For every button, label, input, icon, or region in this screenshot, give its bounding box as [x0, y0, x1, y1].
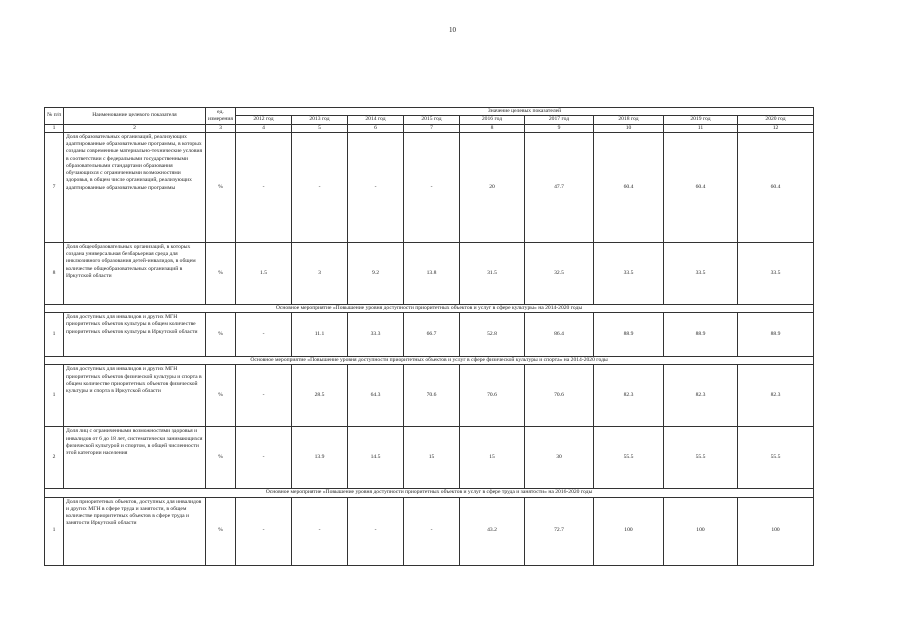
- value-cell: -: [236, 427, 292, 489]
- column-index: 2: [64, 124, 206, 132]
- column-index: 3: [206, 124, 236, 132]
- value-cell: 3: [292, 242, 348, 304]
- header-name: Наименование целевого показателя: [64, 108, 206, 125]
- value-cell: 66.7: [404, 313, 460, 357]
- indicator-name: Доля доступных для инвалидов и других МГН приоритетных объектов культуры в общем количестве приоритетных объектов культуры в Иркутской области: [64, 313, 206, 357]
- column-index: 6: [348, 124, 404, 132]
- column-index: 1: [45, 124, 64, 132]
- value-cell: 43.2: [460, 497, 525, 565]
- indicator-name: Доля доступных для инвалидов и других МГН приоритетных объектов физической культуры и спорта в общем количестве приоритетных объектов физической культуры и спорта в Иркутской области: [64, 365, 206, 427]
- value-cell: 70.6: [404, 365, 460, 427]
- value-cell: -: [292, 132, 348, 242]
- value-cell: 15: [460, 427, 525, 489]
- value-cell: 55.5: [664, 427, 738, 489]
- header-year: 2017 год: [525, 116, 594, 124]
- value-cell: 100: [594, 497, 664, 565]
- value-cell: 86.4: [525, 313, 594, 357]
- indicator-name: Доля образовательных организаций, реализующих адаптированные образовательные программы, в которых созданы современные материально-технические условия в соответствии с федеральными государственными образовательными стандартами образования обучающихся с ограниченными возможностями здоровья, в общем числе организаций, реализующих адаптированные образовательные программы: [64, 132, 206, 242]
- column-index: 9: [525, 124, 594, 132]
- value-cell: -: [348, 497, 404, 565]
- value-cell: 33.5: [664, 242, 738, 304]
- column-index: 10: [594, 124, 664, 132]
- value-cell: 100: [664, 497, 738, 565]
- header-year: 2015 год: [404, 116, 460, 124]
- section-title: Основное мероприятие «Повышение уровня доступности приоритетных объектов и услуг в сфере труда и занятости» на 2016-2020 годы: [45, 489, 814, 497]
- value-cell: -: [236, 132, 292, 242]
- value-cell: 82.3: [664, 365, 738, 427]
- table-row: [45, 427, 814, 489]
- header-year: 2016 год: [460, 116, 525, 124]
- section-title: Основное мероприятие «Повышение уровня доступности приоритетных объектов и услуг в сфере культуры» на 2014-2020 годы: [45, 304, 814, 312]
- table-row: [45, 497, 814, 565]
- value-cell: 47.7: [525, 132, 594, 242]
- value-cell: 31.5: [460, 242, 525, 304]
- column-index: 4: [236, 124, 292, 132]
- value-cell: 60.4: [738, 132, 814, 242]
- section-row: [45, 304, 814, 312]
- value-cell: 13.8: [404, 242, 460, 304]
- unit-cell: %: [206, 497, 236, 565]
- value-cell: 88.9: [664, 313, 738, 357]
- header-year: 2014 год: [348, 116, 404, 124]
- table-row: [45, 132, 814, 242]
- row-number: 2: [45, 427, 64, 489]
- page-number: 10: [449, 26, 456, 34]
- value-cell: 14.5: [348, 427, 404, 489]
- value-cell: 64.3: [348, 365, 404, 427]
- header-year: 2020 год: [738, 116, 814, 124]
- indicator-name: Доля лиц с ограниченными возможностями здоровья и инвалидов от 6 до 18 лет, систематически занимающихся физической культурой и спортом, в общей численности этой категории населения: [64, 427, 206, 489]
- value-cell: -: [236, 497, 292, 565]
- value-cell: 100: [738, 497, 814, 565]
- value-cell: 1.5: [236, 242, 292, 304]
- value-cell: -: [404, 497, 460, 565]
- value-cell: 9.2: [348, 242, 404, 304]
- value-cell: 30: [525, 427, 594, 489]
- row-number: 1: [45, 313, 64, 357]
- indicator-name: Доля общеобразовательных организаций, в которых создана универсальная безбарьерная среда для инклюзивного образования детей-инвалидов, в общем количестве общеобразовательных организаций в Иркутской области: [64, 242, 206, 304]
- header-num: № п/п: [45, 108, 64, 125]
- section-title: Основное мероприятие «Повышение уровня доступности приоритетных объектов и услуг в сфере физической культуры и спорта» на 2014-2020 годы: [45, 357, 814, 365]
- unit-cell: %: [206, 427, 236, 489]
- indicator-name: Доля приоритетных объектов, доступных для инвалидов и других МГН в сфере труда и занятости, в общем количестве приоритетных объектов в сфере труда и занятости Иркутской области: [64, 497, 206, 565]
- column-index: 11: [664, 124, 738, 132]
- value-cell: 33.5: [738, 242, 814, 304]
- column-index: 8: [460, 124, 525, 132]
- value-cell: 52.8: [460, 313, 525, 357]
- table-row: [45, 365, 814, 427]
- value-cell: 60.4: [594, 132, 664, 242]
- table-row: [45, 242, 814, 304]
- table-row: [45, 313, 814, 357]
- value-cell: -: [404, 132, 460, 242]
- value-cell: 33.3: [348, 313, 404, 357]
- value-cell: 82.3: [594, 365, 664, 427]
- unit-cell: %: [206, 242, 236, 304]
- value-cell: 70.6: [525, 365, 594, 427]
- value-cell: 20: [460, 132, 525, 242]
- column-index: 7: [404, 124, 460, 132]
- header-unit: ед. измерения: [206, 108, 236, 125]
- column-index: 5: [292, 124, 348, 132]
- header-values: Значение целевых показателей: [236, 108, 814, 116]
- row-number: 8: [45, 242, 64, 304]
- value-cell: 70.6: [460, 365, 525, 427]
- section-row: [45, 489, 814, 497]
- value-cell: 11.1: [292, 313, 348, 357]
- header-year: 2019 год: [664, 116, 738, 124]
- value-cell: 55.5: [738, 427, 814, 489]
- value-cell: -: [236, 313, 292, 357]
- header-year: 2012 год: [236, 116, 292, 124]
- header-year: 2018 год: [594, 116, 664, 124]
- value-cell: 15: [404, 427, 460, 489]
- value-cell: 33.5: [594, 242, 664, 304]
- column-index: 12: [738, 124, 814, 132]
- unit-cell: %: [206, 132, 236, 242]
- value-cell: -: [236, 365, 292, 427]
- value-cell: -: [348, 132, 404, 242]
- value-cell: 13.9: [292, 427, 348, 489]
- row-number: 7: [45, 132, 64, 242]
- indicators-table: [44, 107, 814, 566]
- unit-cell: %: [206, 365, 236, 427]
- value-cell: 32.5: [525, 242, 594, 304]
- value-cell: -: [292, 497, 348, 565]
- unit-cell: %: [206, 313, 236, 357]
- header-year: 2013 год: [292, 116, 348, 124]
- value-cell: 72.7: [525, 497, 594, 565]
- value-cell: 55.5: [594, 427, 664, 489]
- section-row: [45, 357, 814, 365]
- value-cell: 88.9: [594, 313, 664, 357]
- value-cell: 60.4: [664, 132, 738, 242]
- row-number: 1: [45, 365, 64, 427]
- row-number: 1: [45, 497, 64, 565]
- value-cell: 28.5: [292, 365, 348, 427]
- value-cell: 82.3: [738, 365, 814, 427]
- value-cell: 88.9: [738, 313, 814, 357]
